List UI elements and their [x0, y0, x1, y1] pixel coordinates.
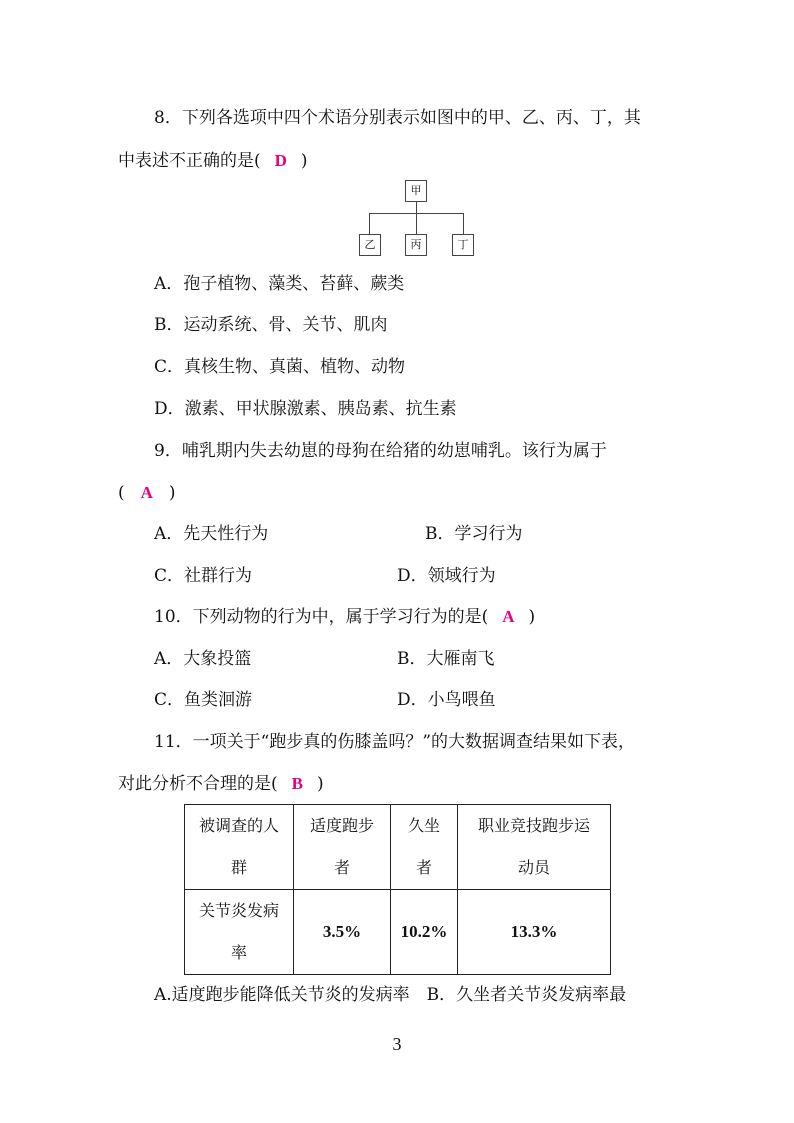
q11-answer: B: [291, 774, 303, 793]
q10-answer: A: [502, 607, 515, 626]
q9-option-b: B．学习行为: [425, 524, 523, 544]
q10-stem: [154, 606, 535, 628]
diagram-node-mid: 丙: [405, 234, 427, 256]
q9-option-d: D．领域行为: [397, 566, 496, 586]
q8-option-c: C．真核生物、真菌、植物、动物: [154, 357, 406, 377]
q9-stem-line2: [118, 482, 176, 504]
q10-option-a: A．大象投篮: [154, 649, 252, 669]
diagram-connector: [416, 213, 417, 234]
q11-stem-close: ): [316, 774, 324, 794]
q10-stem-text: 10．下列动物的行为中，属于学习行为的是(: [154, 607, 489, 627]
q8-stem-line1: 8．下列各选项中四个术语分别表示如图中的甲、乙、丙、丁，其: [154, 108, 641, 128]
table-header-cell: 久坐 者: [391, 805, 458, 890]
q11-stem-line2: [118, 773, 324, 795]
diagram-node-left: 乙: [359, 234, 381, 256]
q8-stem-text: 中表述不正确的是(: [118, 151, 261, 171]
q10-option-c: C．鱼类洄游: [154, 690, 253, 710]
diagram-node-right: 丁: [452, 234, 474, 256]
q8-option-d: D．激素、甲状腺激素、胰岛素、抗生素: [154, 399, 457, 419]
table-cell: 10.2%: [391, 890, 458, 975]
q11-option-line: A.适度跑步能降低关节炎的发病率 B．久坐者关节炎发病率最: [154, 985, 627, 1005]
table-header-cell: 被调查的人 群: [185, 805, 294, 890]
q8-answer: D: [274, 151, 287, 170]
survey-table: [184, 804, 611, 975]
q9-option-a: A．先天性行为: [154, 524, 269, 544]
q10-option-b: B．大雁南飞: [397, 649, 495, 669]
table-row: [185, 890, 611, 975]
q9-option-c: C．社群行为: [154, 566, 253, 586]
q10-option-d: D．小鸟喂鱼: [397, 690, 496, 710]
diagram-connector: [463, 213, 464, 234]
q9-answer: A: [140, 483, 153, 502]
diagram-node-top: 甲: [405, 180, 427, 202]
table-row-label: 关节炎发病 率: [185, 890, 294, 975]
q8-option-a: A．孢子植物、藻类、苔藓、蕨类: [154, 274, 405, 294]
q9-stem-open: (: [118, 483, 125, 503]
table-header-cell: 适度跑步 者: [294, 805, 391, 890]
q8-tree-diagram: [355, 180, 480, 260]
q8-stem-close: ): [300, 151, 308, 171]
diagram-connector: [369, 213, 370, 234]
diagram-connector: [416, 201, 417, 213]
q11-stem-line1: 11．一项关于“跑步真的伤膝盖吗？”的大数据调查结果如下表，: [154, 732, 636, 752]
page-number: 3: [392, 1034, 402, 1054]
q10-stem-close: ): [528, 607, 536, 627]
table-cell: 3.5%: [294, 890, 391, 975]
table-header-row: [185, 805, 611, 890]
q11-stem-text: 对此分析不合理的是(: [118, 774, 278, 794]
q8-option-b: B．运动系统、骨、关节、肌肉: [154, 315, 388, 335]
q9-stem-line1: 9．哺乳期内失去幼崽的母狗在给猪的幼崽哺乳。该行为属于: [154, 441, 607, 461]
q9-stem-close: ): [168, 483, 176, 503]
q8-stem-line2: [118, 150, 308, 172]
table-cell: 13.3%: [458, 890, 611, 975]
table-header-cell: 职业竞技跑步运 动员: [458, 805, 611, 890]
